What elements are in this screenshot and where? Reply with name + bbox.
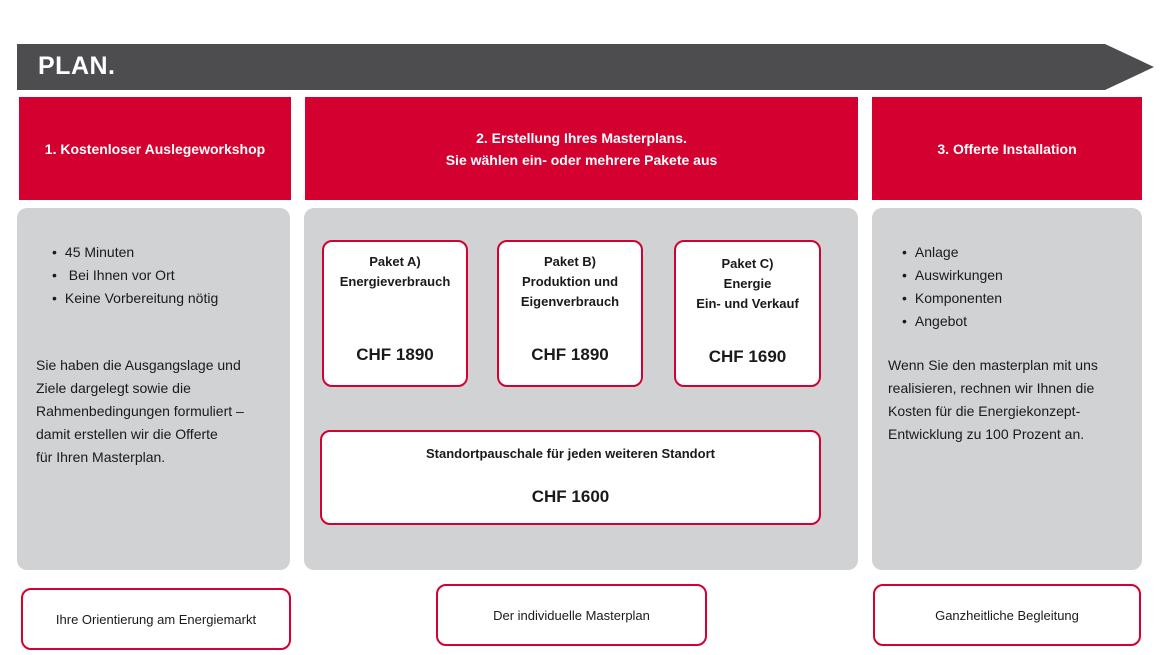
list-item: • Angebot [902,310,1003,333]
list-item: • Bei Ihnen vor Ort [52,264,218,287]
package-a-title: Paket A) [369,254,421,269]
column2-header [305,97,858,200]
column3-footer-box [873,584,1141,646]
paragraph-line: Entwicklung zu 100 Prozent an. [888,426,1085,442]
list-item: • Anlage [902,241,1003,264]
list-item: • Auswirkungen [902,264,1003,287]
paragraph-line: Wenn Sie den masterplan mit uns [888,357,1098,373]
list-item: • 45 Minuten [52,241,218,264]
package-b-subtitle-line2: Eigenverbrauch [520,294,620,309]
column2-footer-text: Der individuelle Masterplan [493,607,650,623]
column1-footer-text: Ihre Orientierung am Energiemarkt [55,611,257,627]
site-fee-box [320,430,821,525]
column2-header-line2: Sie wählen ein- oder mehrere Pakete aus [445,151,718,168]
column2-header-line1: 2. Erstellung Ihres Masterplans. [476,129,687,146]
package-a-price: CHF 1890 [356,345,434,364]
column1-bullet-list [52,241,218,310]
package-b-price: CHF 1890 [531,345,609,364]
package-c-subtitle-line2: Ein- und Verkauf [696,296,799,311]
package-a-subtitle: Energieverbrauch [339,274,451,289]
page-title: PLAN. [38,52,116,80]
column1-header-text: 1. Kostenloser Auslegeworkshop [44,140,266,157]
column1-header [19,97,291,200]
column3-footer-text: Ganzheitliche Begleitung [935,607,1079,623]
column2-footer-box [436,584,707,646]
package-b-title: Paket B) [543,254,597,269]
column3-header-text: 3. Offerte Installation [937,140,1077,157]
paragraph-line: für Ihren Masterplan. [36,449,166,465]
column3-paragraph [888,354,1138,446]
column1-panel [17,208,290,570]
package-a-box [322,240,468,387]
package-c-box [674,240,821,387]
column1-footer-box [21,588,291,650]
column3-bullet-list [902,241,1003,333]
paragraph-line: Kosten für die Energiekonzept- [888,403,1081,419]
package-c-subtitle-line1: Energie [723,276,772,291]
package-c-price: CHF 1690 [708,347,787,366]
paragraph-line: damit erstellen wir die Offerte [36,426,218,442]
paragraph-line: realisieren, rechnen wir Ihnen die [888,380,1095,396]
package-b-box [497,240,643,387]
package-b-subtitle-line1: Produktion und [521,274,619,289]
package-c-title: Paket C) [721,256,774,271]
list-item: • Keine Vorbereitung nötig [52,287,218,310]
column1-paragraph [36,354,286,469]
paragraph-line: Rahmenbedingungen formuliert – [36,403,244,419]
list-item: • Komponenten [902,287,1003,310]
site-fee-label: Standortpauschale für jeden weiteren Standort [426,446,715,461]
paragraph-line: Ziele dargelegt sowie die [36,380,191,396]
plan-arrow-banner [17,44,1154,90]
site-fee-price: CHF 1600 [531,487,610,506]
column3-header [872,97,1142,200]
paragraph-line: Sie haben die Ausgangslage und [36,357,241,373]
column3-panel [872,208,1142,570]
